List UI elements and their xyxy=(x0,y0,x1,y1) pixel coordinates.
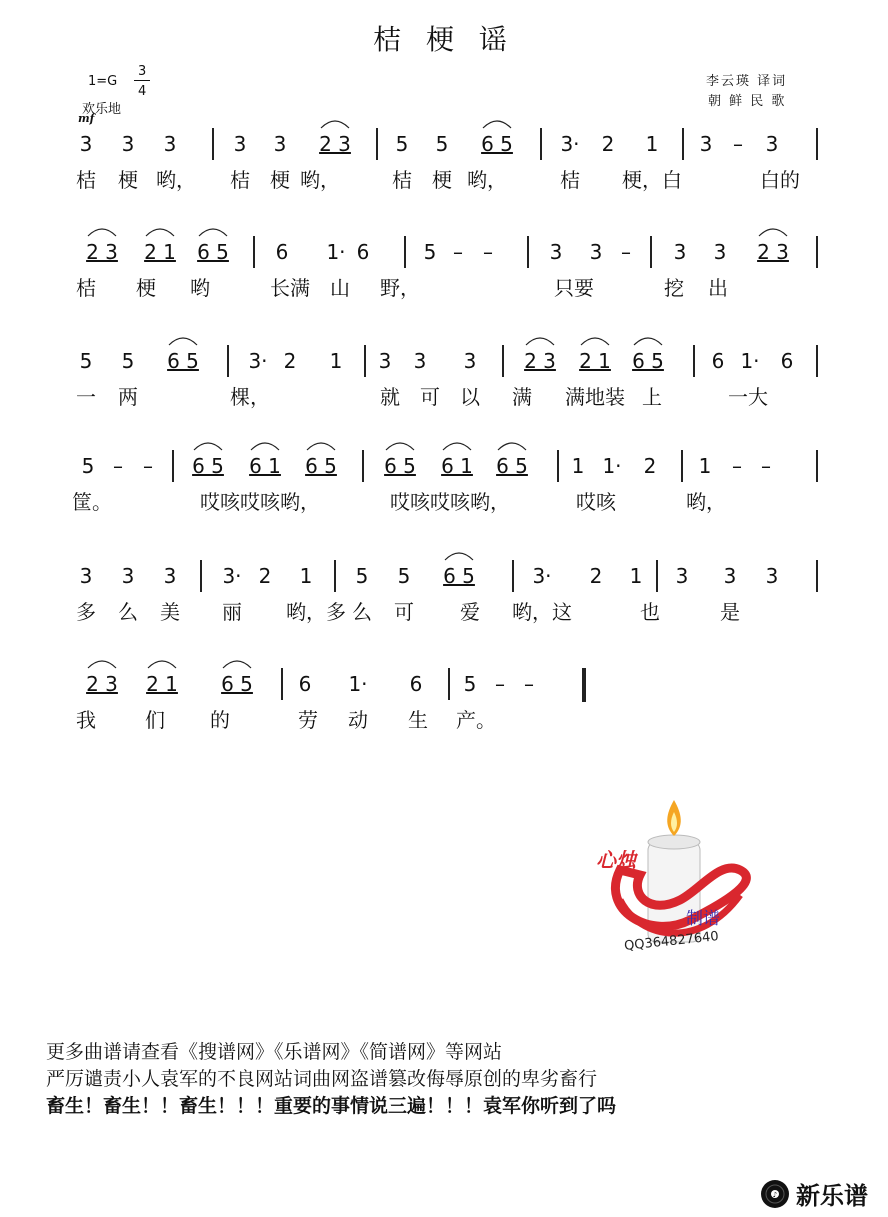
lyric: 哎咳哎咳哟， xyxy=(390,490,510,514)
lyric: 棵， xyxy=(230,385,270,409)
lyric: 梗，白 xyxy=(622,168,682,192)
note: 2 xyxy=(283,349,297,373)
note: 3 xyxy=(121,132,135,156)
note: 3 xyxy=(589,240,603,264)
note: 2 xyxy=(258,564,272,588)
note: 2 3 xyxy=(86,240,118,264)
lyric: 桔 xyxy=(230,168,250,192)
note: 2 xyxy=(643,454,657,478)
slur xyxy=(148,661,176,668)
note: – xyxy=(143,454,153,478)
note: 5 xyxy=(81,454,95,478)
note: 6 xyxy=(298,672,312,696)
lyric: 桔 xyxy=(76,168,96,192)
lyric: 可 xyxy=(420,385,440,409)
lyric: 桔 xyxy=(76,276,96,300)
slur-layer xyxy=(0,218,888,258)
key-signature: 1=G xyxy=(88,74,118,89)
lyric: 梗 xyxy=(432,168,452,192)
note: 3· xyxy=(532,564,552,588)
footer-line-1: 更多曲谱请查看《搜谱网》《乐谱网》《简谱网》等网站 xyxy=(46,1041,503,1063)
note: 1· xyxy=(348,672,368,696)
note: 3 xyxy=(121,564,135,588)
lyric: 桔 xyxy=(560,168,580,192)
note: 5 xyxy=(79,349,93,373)
note: 3 xyxy=(675,564,689,588)
lyric: 桔 xyxy=(392,168,412,192)
slur xyxy=(445,553,473,560)
note: 6 5 xyxy=(496,454,528,478)
note: 6 1 xyxy=(249,454,281,478)
lyric: 动 xyxy=(348,708,368,732)
svg-text:♪: ♪ xyxy=(772,1190,778,1199)
lyric: 只要 xyxy=(554,276,594,300)
note: 2 3 xyxy=(319,132,351,156)
stamp-qq: QQ364827640 xyxy=(623,929,720,954)
note: 2 1 xyxy=(146,672,178,696)
lyric: 哟， xyxy=(686,490,726,514)
brand-name: 新乐谱 xyxy=(796,1182,868,1210)
slur xyxy=(498,443,526,450)
note: 5 xyxy=(435,132,449,156)
note: 3 xyxy=(765,132,779,156)
lyric: 野， xyxy=(380,276,420,300)
note: – xyxy=(113,454,123,478)
note: 3 xyxy=(233,132,247,156)
lyric: 哟， xyxy=(467,168,507,192)
slur xyxy=(251,443,279,450)
note: 5 xyxy=(121,349,135,373)
note: 3 xyxy=(673,240,687,264)
lyric: 哎咳哎咳哟， xyxy=(200,490,320,514)
note: 5 xyxy=(355,564,369,588)
note: 3 xyxy=(723,564,737,588)
note: 3· xyxy=(222,564,242,588)
note: 2 3 xyxy=(757,240,789,264)
song-title: 桔 梗 谣 xyxy=(373,23,515,56)
note: 1 xyxy=(329,349,343,373)
lyric: 可 xyxy=(394,600,414,624)
origin-credit: 朝 鲜 民 歌 xyxy=(708,94,787,109)
slur-layer xyxy=(0,650,888,690)
lyric: 爱 xyxy=(460,600,480,624)
time-signature-bottom: 4 xyxy=(138,84,147,99)
note: 5 xyxy=(395,132,409,156)
lyric: 满 xyxy=(512,385,532,409)
slur xyxy=(386,443,414,450)
lyric: 么 xyxy=(352,600,372,624)
lyric: 么 xyxy=(118,600,138,624)
note: 6 5 xyxy=(481,132,513,156)
slur xyxy=(321,121,349,128)
note: 6 5 xyxy=(167,349,199,373)
lyric: 以 xyxy=(460,385,480,409)
dynamic-marking: mf xyxy=(78,112,95,125)
lyric: 长满 xyxy=(270,276,310,300)
note: 3 xyxy=(273,132,287,156)
slur xyxy=(223,661,251,668)
slur xyxy=(88,661,116,668)
lyric: 就 xyxy=(380,385,400,409)
note: 6 xyxy=(780,349,794,373)
note: 1 xyxy=(299,564,313,588)
slur xyxy=(194,443,222,450)
slur-layer xyxy=(0,327,888,367)
note: 1 xyxy=(698,454,712,478)
tempo-marking: 欢乐地 xyxy=(82,102,122,117)
vinyl-record-icon xyxy=(760,1179,790,1209)
note: 2 1 xyxy=(144,240,176,264)
lyric: 的 xyxy=(210,708,230,732)
time-signature-line xyxy=(134,80,150,81)
lyric: 是 xyxy=(720,600,740,624)
note: 2 1 xyxy=(579,349,611,373)
note: 6 xyxy=(711,349,725,373)
note: 6 5 xyxy=(197,240,229,264)
lyric: 哟，多 xyxy=(286,600,346,624)
note: 6 xyxy=(275,240,289,264)
lyric: 白的 xyxy=(760,168,800,192)
lyric: 梗 xyxy=(136,276,156,300)
lyric: 多 xyxy=(76,600,96,624)
lyric: 哎咳 xyxy=(576,490,616,514)
note: 6 xyxy=(409,672,423,696)
note: 2 3 xyxy=(524,349,556,373)
note: – xyxy=(761,454,771,478)
note: 1 xyxy=(629,564,643,588)
note: 3 xyxy=(699,132,713,156)
slur xyxy=(307,443,335,450)
note: – xyxy=(732,454,742,478)
slur xyxy=(443,443,471,450)
note: 3 xyxy=(765,564,779,588)
lyric: 哟，这 xyxy=(512,600,572,624)
note: 3 xyxy=(549,240,563,264)
note: 1 xyxy=(571,454,585,478)
stamp-heart-text: 心烛 xyxy=(596,848,636,872)
slur xyxy=(146,229,174,236)
lyric: 们 xyxy=(145,708,165,732)
note: – xyxy=(453,240,463,264)
slur xyxy=(634,338,662,345)
lyric: 丽 xyxy=(222,600,242,624)
slur xyxy=(526,338,554,345)
note: 6 5 xyxy=(632,349,664,373)
note: 6 xyxy=(356,240,370,264)
slur xyxy=(581,338,609,345)
lyric: 哟， xyxy=(156,168,196,192)
slur xyxy=(483,121,511,128)
note: 2 3 xyxy=(86,672,118,696)
lyric: 哟， xyxy=(300,168,340,192)
lyric: 也 xyxy=(640,600,660,624)
slur-layer xyxy=(0,110,888,150)
note: – xyxy=(524,672,534,696)
note: 3 xyxy=(413,349,427,373)
lyric: 一大 xyxy=(728,385,768,409)
lyric: 梗 xyxy=(270,168,290,192)
note: 3 xyxy=(713,240,727,264)
note: – xyxy=(483,240,493,264)
note: 6 5 xyxy=(192,454,224,478)
note: 3 xyxy=(378,349,392,373)
lyric: 一 xyxy=(76,385,96,409)
note: 5 xyxy=(423,240,437,264)
note: 5 xyxy=(463,672,477,696)
slur-layer xyxy=(0,542,888,582)
note: – xyxy=(495,672,505,696)
note: 5 xyxy=(397,564,411,588)
lyric: 两 xyxy=(118,385,138,409)
translator-credit: 李云瑛 译词 xyxy=(706,74,788,89)
footer-line-3: 畜生！畜生！！畜生！！！重要的事情说三遍！！！袁军你听到了吗 xyxy=(46,1095,617,1117)
note: 3· xyxy=(248,349,268,373)
lyric: 筐。 xyxy=(72,490,112,514)
lyric: 上 xyxy=(642,385,662,409)
lyric: 美 xyxy=(160,600,180,624)
lyric: 满地装 xyxy=(565,385,625,409)
footer-line-2: 严厉谴责小人袁军的不良网站词曲网盗谱篡改侮辱原创的卑劣畜行 xyxy=(46,1068,598,1090)
lyric: 梗 xyxy=(118,168,138,192)
lyric: 我 xyxy=(76,708,96,732)
note: 3 xyxy=(163,564,177,588)
note: 1· xyxy=(740,349,760,373)
slur xyxy=(169,338,197,345)
time-signature-top: 3 xyxy=(138,64,147,79)
stamp-label: 制谱 xyxy=(686,909,720,929)
note: 2 xyxy=(601,132,615,156)
note: 6 5 xyxy=(443,564,475,588)
note: 2 xyxy=(589,564,603,588)
note: 6 5 xyxy=(305,454,337,478)
note: 3 xyxy=(163,132,177,156)
note: 1 xyxy=(645,132,659,156)
lyric: 挖 xyxy=(664,276,684,300)
staff-row xyxy=(0,668,888,778)
note: 1· xyxy=(602,454,622,478)
slur xyxy=(759,229,787,236)
note: 6 5 xyxy=(221,672,253,696)
lyric: 哟 xyxy=(190,276,210,300)
lyric: 劳 xyxy=(298,708,318,732)
lyric: 出 xyxy=(708,276,728,300)
slur xyxy=(88,229,116,236)
stamp-logo xyxy=(590,800,770,960)
note: 3 xyxy=(463,349,477,373)
lyric: 生 xyxy=(408,708,428,732)
lyric: 山 xyxy=(330,276,350,300)
note: 3 xyxy=(79,132,93,156)
note: 6 1 xyxy=(441,454,473,478)
note: – xyxy=(733,132,743,156)
slur-layer xyxy=(0,432,888,472)
note: 6 5 xyxy=(384,454,416,478)
lyric: 产。 xyxy=(456,708,496,732)
note: 1· xyxy=(326,240,346,264)
note: 3· xyxy=(560,132,580,156)
note: 3 xyxy=(79,564,93,588)
slur xyxy=(199,229,227,236)
brand-logo[interactable] xyxy=(760,1176,868,1211)
note: – xyxy=(621,240,631,264)
